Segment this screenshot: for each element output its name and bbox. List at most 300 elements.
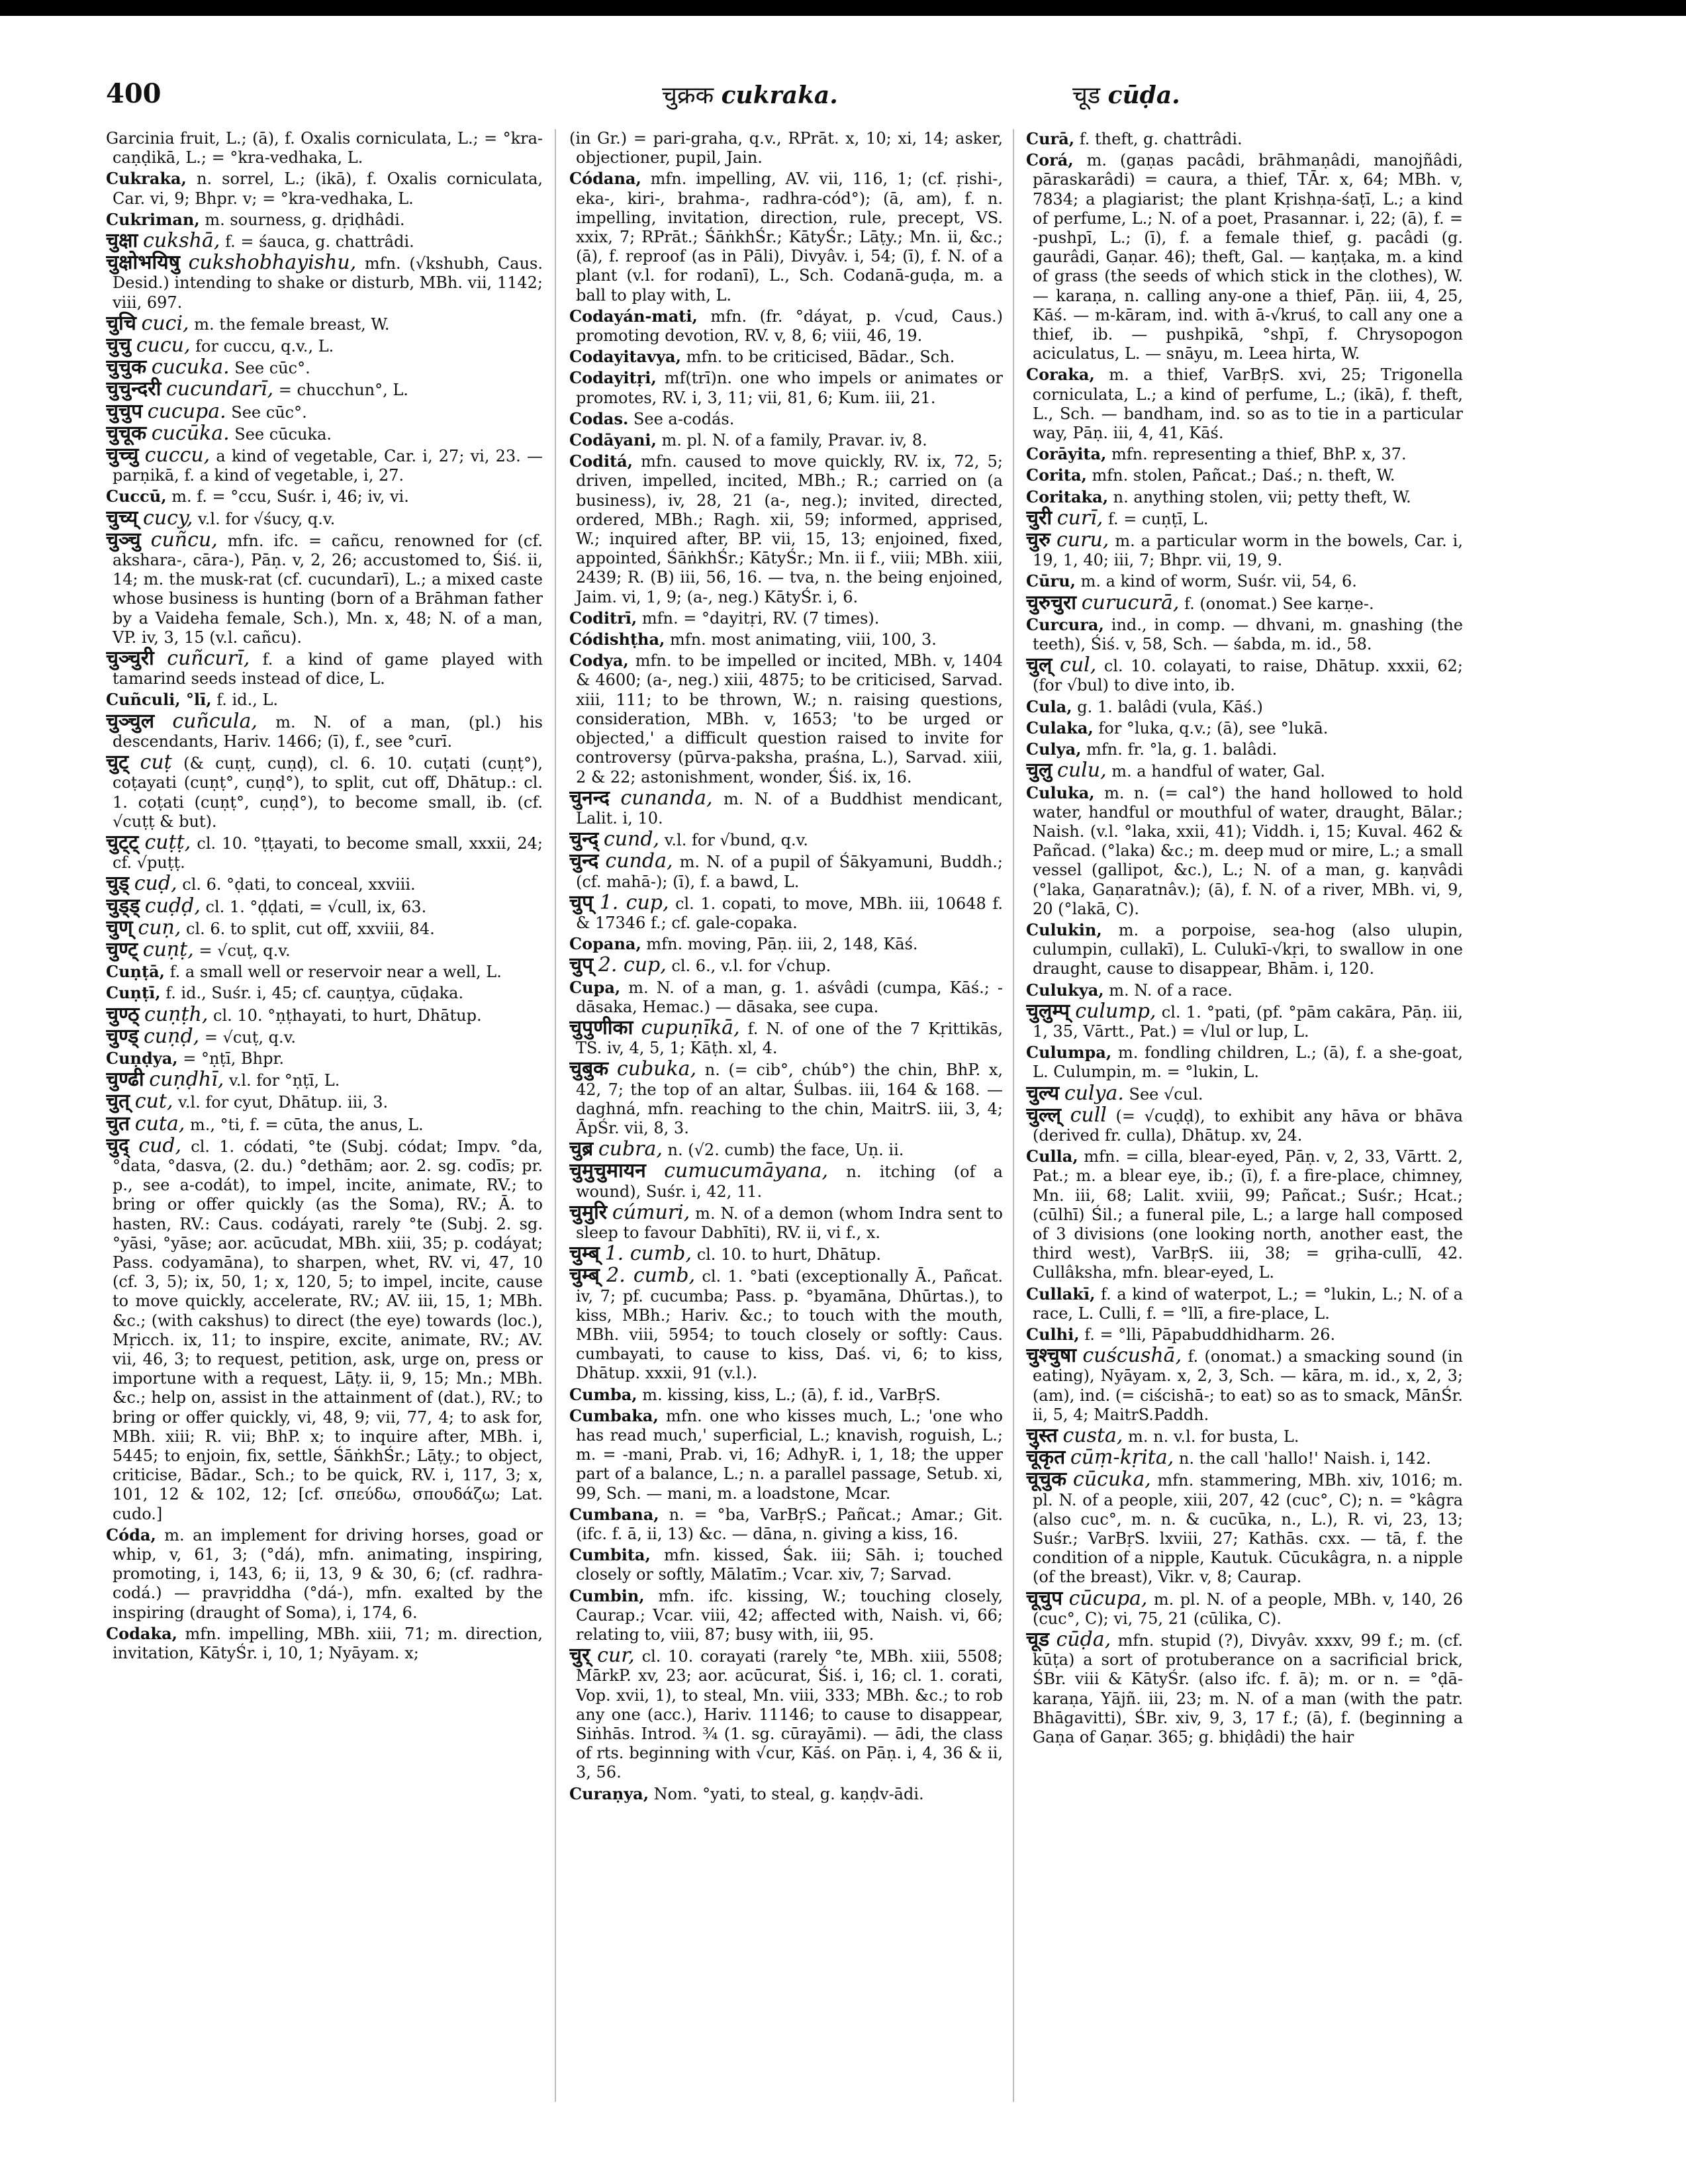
entry-text: m. a kind of worm, Suśr. vii, 54, 6. <box>1076 572 1357 591</box>
entry-devanagari: चुरुचुरा <box>1026 591 1077 614</box>
dictionary-entry <box>569 1244 1003 1264</box>
dictionary-entry <box>106 129 543 167</box>
entry-text: m. N. of a man, (pl.) his descendants, Hariv. 1466; (ī), f., see °curī. <box>113 712 543 751</box>
dictionary-entry <box>1026 465 1463 485</box>
entry-transliteration: cuta, <box>134 1112 185 1135</box>
entry-text: m. N. of a man, g. 1. aśvâdi (cumpa, Kāś.; -dāsaka, Hemac.) — dāsaka, see cupa. <box>576 978 1003 1016</box>
entry-devanagari: चुचुप <box>106 399 143 423</box>
entry-transliteration: cukshobhayishu, <box>188 251 357 275</box>
dictionary-entry <box>1026 1630 1463 1747</box>
dictionary-entry <box>1026 1147 1463 1282</box>
entry-transliteration: custa, <box>1062 1424 1123 1447</box>
entry-headword: Codas. <box>569 408 629 428</box>
dictionary-entry <box>569 978 1003 1017</box>
dictionary-entry <box>569 368 1003 407</box>
entry-devanagari: चुमुरि <box>569 1200 608 1224</box>
entry-text: cl. 10. to hurt, Dhātup. <box>692 1245 881 1264</box>
running-head-left-devanagari: चुक्रक <box>662 82 714 109</box>
dictionary-entry <box>569 1266 1003 1383</box>
dictionary-entry <box>1026 1346 1463 1425</box>
entry-transliteration: cuṇ, <box>138 916 181 939</box>
dictionary-entry <box>569 1161 1003 1201</box>
dictionary-entry <box>1026 593 1463 614</box>
entry-text: m. N. of a pupil of Śākyamuni, Buddh.; (cf. mahā-); (ī), f. a bawd, L. <box>576 853 1003 891</box>
entry-text: m. pl. N. of a family, Pravar. iv, 8. <box>656 431 927 450</box>
column-2 <box>569 129 1003 2155</box>
entry-transliteration: 1. cumb, <box>604 1242 692 1266</box>
dictionary-entry <box>569 409 1003 429</box>
entry-transliteration: cud, <box>138 1133 182 1157</box>
dictionary-entry <box>1026 530 1463 570</box>
dictionary-entry <box>1026 487 1463 507</box>
top-black-border <box>0 0 1686 16</box>
entry-headword: Codāyani, <box>569 430 657 450</box>
entry-text: n. anything stolen, vii; petty theft, W. <box>1108 487 1411 506</box>
dictionary-entry <box>569 307 1003 346</box>
dictionary-entry <box>106 1525 543 1623</box>
dictionary-entry <box>569 169 1003 305</box>
entry-text: cl. 10. colayati, to raise, Dhātup. xxxii, 62; (for √bul) to dive into, ib. <box>1033 657 1463 695</box>
entry-devanagari: चुल्ल् <box>1026 1103 1061 1127</box>
entry-headword: Coritaka, <box>1026 487 1109 506</box>
page-number: 400 <box>106 78 162 109</box>
entry-headword: Culla, <box>1026 1147 1078 1166</box>
entry-headword: Coditá, <box>569 451 633 471</box>
entry-text: mfn. ifc. = cañcu, renowned for (cf. akshara-, cāra-), Pāṇ. v, 2, 26; accustomed to, Śiś. ii, 14; m. the musk-rat (cf. cucundarī), L.; a mixed caste whose business is hunting (born of a Brāhman father by a Vaideha female, Sch.), Mn. x, 48; N. of a man, VP. iv, 3, 15 (v.l. cañcu). <box>113 531 543 647</box>
entry-text: cl. 1. °ḍḍati, = √cull, ix, 63. <box>200 897 427 916</box>
entry-transliteration: cucupa. <box>147 399 226 423</box>
dictionary-entry <box>1026 615 1463 654</box>
entry-transliteration: cul, <box>1060 653 1097 677</box>
entry-text: cl. 10. °ṭṭayati, to become small, xxxii, 24; cf. √puṭṭ. <box>113 833 543 873</box>
dictionary-entry <box>1026 1325 1463 1345</box>
entry-transliteration: cucūka. <box>151 421 230 445</box>
entry-text: m. a particular worm in the bowels, Car. i, 19, 1, 40; iii, 7; Bhpr. vii, 19, 9. <box>1033 532 1463 570</box>
dictionary-entry <box>1026 365 1463 443</box>
dictionary-entry <box>106 649 543 688</box>
entry-transliteration: cuḍ, <box>134 872 177 896</box>
entry-text: m. (gaṇas pacâdi, brāhmaṇâdi, manojñâdi, pāraskarâdi) = caura, a thief, TĀr. x, 64; MBh. v, 7834; a plagiarist; the plant Kṛishṇa-śaṭī, L.; a kind of perfume, L.; N. of a poet, Prasannar. i, 22; (ā), f. = -pushpī, L.; (ī), f. a female thief, g. pacâdi (g. gaurâdi, Gaṇar. 46); theft, Gal. — kaṇṭaka, m. a kind of grass (the seeds of which stick in the clothes), W. — karaṇa, n. calling any-one a thief, Pāṇ. iii, 4, 25, Kāś. — m-kāram, ind. with ā-√kruś, to call any one a thief, ib. — pushpikā, °shpī, f. Chrysopogon aciculatus, L. — snāyu, m. Leea hirta, W. <box>1033 151 1463 363</box>
entry-devanagari: चुण्ठ् <box>106 1002 140 1026</box>
entry-headword: Coditrī, <box>569 608 637 628</box>
dictionary-entry <box>106 983 543 1003</box>
dictionary-entry <box>569 1385 1003 1405</box>
entry-transliteration: culya. <box>1064 1081 1124 1105</box>
entry-headword: Coraka, <box>1026 365 1095 385</box>
entry-devanagari: चुन्द् <box>569 828 599 851</box>
entry-transliteration: cuṭ <box>140 751 172 775</box>
entry-text: See cūc°. <box>226 403 307 422</box>
dictionary-entry <box>1026 129 1463 149</box>
entry-devanagari: चुड्ड् <box>106 894 140 918</box>
entry-text: mfn. one who kisses much, L.; 'one who has read much,' superficial, L.; knavish, roguish, L.; m. = -mani, Prab. vi, 16; AdhyR. i, 1, 18; the upper part of a balance, L.; n. a parallel passage, Setub. xi, 99, Sch. — mani, m. a loadstone, Mcar. <box>576 1406 1003 1503</box>
entry-transliteration: cukshā, <box>142 229 220 253</box>
entry-text: f. a small well or reservoir near a well, L. <box>165 963 502 982</box>
entry-devanagari: चुर् <box>569 1644 590 1668</box>
dictionary-entry <box>569 1545 1003 1584</box>
entry-transliteration: cūcuka, <box>1072 1468 1151 1492</box>
entry-devanagari: चुण्ट् <box>106 937 138 961</box>
dictionary-entry <box>106 336 543 356</box>
entry-headword: Culuka, <box>1026 783 1095 802</box>
dictionary-entry <box>1026 655 1463 695</box>
entry-text: m. kissing, kiss, L.; (ā), f. id., VarBṛS. <box>637 1385 941 1404</box>
dictionary-entry <box>1026 920 1463 979</box>
entry-devanagari: चुक्षोभयिषु <box>106 251 180 275</box>
entry-transliteration: cuñcu, <box>150 528 218 551</box>
entry-headword: Cuṇṭī, <box>106 983 161 1003</box>
entry-headword: Codaka, <box>106 1623 177 1643</box>
entry-text: mfn. (fr. °dáyat, p. √cud, Caus.) promoting devotion, RV. v, 8, 6; viii, 46, 19. <box>576 307 1003 346</box>
dictionary-entry <box>1026 1470 1463 1587</box>
running-head-right-latin: cūḍa. <box>1107 81 1180 109</box>
dictionary-entry <box>106 530 543 647</box>
entry-text: cl. 1. códati, °te (Subj. códat; Impv. °da, °data, °dasva, (2. du.) °dethām; aor. 2. sg. codīs; pr. p., see a-codát), to impel, incite, animate, RV.; to bring or offer quickly (as the Soma), RV.; Ā. to hasten, RV.: Caus. codáyati, rarely °te (Subj. 2. sg. °yāsi, °yāse; aor. acūcudat, MBh. xiii, 35; p. codáyat; Pass. codyamāna), to sharpen, whet, RV. vi, 47, 10 (cf. 3, 5); ix, 50, 1; x, 120, 5; to impel, incite, cause to move quickly, accelerate, RV.; AV. iii, 15, 1; MBh. &c.; (with cakshus) to direct (the eye) towards (loc.), Mṛicch. ix, 11; to inspire, excite, animate, RV.; AV. vii, 46, 3; to request, petition, ask, urge on, press or importune with a request, Lāṭy. ii, 9, 15; Mn.; MBh. &c.; help on, assist in the attainment of (dat.), RV.; to bring or offer quickly, vi, 48, 9; vii, 77, 4; to ask for, MBh. xiii; R. vii; BhP. x; to inquire after, MBh. i, 5445; to enjoin, fix, settle, ŚāṅkhŚr.; Lāṭy.; to object, criticise, Bādar., Sch.; to be quick, RV. i, 117, 3; x, 101, 12 & 102, 12; [cf. σπεύδω, σπουδάζω; Lat. cudo.] <box>113 1137 543 1523</box>
entry-transliteration: cuṇṭ, <box>142 937 194 961</box>
entry-transliteration: cūḍa, <box>1056 1628 1111 1652</box>
entry-text: g. 1. balâdi (vula, Kāś.) <box>1072 697 1263 716</box>
entry-transliteration: cuccu, <box>144 444 211 467</box>
running-head-right-devanagari: चूड <box>1072 82 1101 109</box>
entry-transliteration: cuṇḍhī, <box>149 1068 224 1092</box>
entry-text: n. (√2. cumb) the face, Uṇ. ii. <box>662 1141 904 1160</box>
entry-text: f. theft, g. chattrâdi. <box>1074 130 1242 148</box>
dictionary-entry <box>569 1784 1003 1804</box>
entry-text: f. id., L. <box>211 690 279 710</box>
entry-text: v.l. for °ṇṭī, L. <box>224 1071 340 1090</box>
entry-devanagari: चुचु <box>106 334 132 357</box>
entry-text: mfn. (√kshubh, Caus. Desid.) intending to shake or disturb, MBh. vii, 1142; viii, 697. <box>113 254 543 312</box>
entry-transliteration: cucuka. <box>151 356 230 379</box>
dictionary-entry <box>569 1586 1003 1645</box>
entry-transliteration: 2. cumb, <box>606 1264 696 1288</box>
entry-text: mfn. stupid (?), Divyâv. xxxv, 99 f.; m. (cf. kūṭa) a sort of protuberance on a sacrificial brick, ŚBr. viii & KātyŚr. (also ifc. f. ā); m. or n. = °ḍā-karaṇa, Yājñ. iii, 23; m. N. of a man (with the patr. Bhāgavitti), ŚBr. xiv, 9, 3, 17 f.; (ā), f. (beginning a Gaṇa of Gaṇar. 365; g. bhiḍâdi) the hair <box>1033 1631 1463 1747</box>
entry-headword: Curcura, <box>1026 614 1104 634</box>
entry-devanagari: चूंकृत <box>1026 1446 1066 1470</box>
entry-headword: Códa, <box>106 1525 156 1544</box>
entry-transliteration: cuṇṭh, <box>144 1002 209 1026</box>
entry-devanagari: चुट्ट् <box>106 830 139 854</box>
entry-transliteration: cunda, <box>605 849 673 873</box>
entry-devanagari: चुञ्चुल <box>106 709 155 733</box>
entry-transliteration: cuṭṭ, <box>144 830 191 854</box>
entry-devanagari: चुचि <box>106 311 136 335</box>
entry-transliteration: cuṇḍ, <box>144 1024 200 1048</box>
dictionary-entry <box>569 788 1003 828</box>
entry-devanagari: चुत् <box>106 1090 130 1114</box>
dictionary-entry <box>569 451 1003 607</box>
entry-devanagari: चुण्ढी <box>106 1068 144 1092</box>
dictionary-entry <box>106 210 543 230</box>
column-divider <box>555 129 556 2102</box>
entry-text: n. the call 'hallo!' Naish. i, 142. <box>1174 1449 1431 1468</box>
entry-text: mfn. = °dayitṛi, RV. (7 times). <box>637 608 880 628</box>
entry-text: mf(trī)n. one who impels or animates or promotes, RV. i, 3, 11; vii, 81, 6; Kum. iii, 21. <box>576 369 1003 407</box>
entry-transliteration: cúmuri, <box>612 1200 690 1224</box>
entry-text: f. id., Suśr. i, 45; cf. cauṇṭya, cūḍaka. <box>160 984 464 1003</box>
entry-devanagari: चूड <box>1026 1628 1050 1652</box>
entry-transliteration: cuḍḍ, <box>144 894 201 918</box>
entry-text: v.l. for cyut, Dhātup. iii, 3. <box>173 1093 389 1112</box>
entry-devanagari: चुलु <box>1026 759 1053 783</box>
entry-text: m. n. v.l. for busta, L. <box>1123 1427 1299 1446</box>
entry-devanagari: चूचुक <box>1026 1468 1067 1492</box>
entry-transliteration: curucurā, <box>1081 591 1180 614</box>
entry-headword: Cuccū, <box>106 487 167 506</box>
entry-headword: Cukraka, <box>106 169 187 189</box>
entry-headword: Codayitavya, <box>569 347 681 367</box>
column-3 <box>1026 129 1463 2155</box>
entry-transliteration: culump, <box>1075 999 1156 1023</box>
entry-text: a kind of vegetable, Car. i, 27; vi, 23. — parṇikā, f. a kind of vegetable, i, 27. <box>113 447 543 485</box>
entry-text: m. f. = °ccu, Suśr. i, 46; iv, vi. <box>166 487 409 506</box>
dictionary-entry <box>569 1018 1003 1058</box>
entry-headword: Cullakī, <box>1026 1284 1096 1304</box>
dictionary-entry <box>1026 739 1463 759</box>
entry-devanagari: चुपुणीका <box>569 1016 633 1039</box>
dictionary-entry <box>106 1002 543 1026</box>
entry-text: cl. 10. °ṇṭhayati, to hurt, Dhātup. <box>208 1006 482 1025</box>
entry-transliteration: cut, <box>134 1090 173 1114</box>
entry-text: for cuccu, q.v., L. <box>190 337 334 356</box>
dictionary-entry <box>106 690 543 710</box>
entry-text: f. a kind of waterpot, L.; = °lukin, L.; N. of a race, L. Culli, f. = °llī, a fire-place, L. <box>1033 1284 1463 1323</box>
entry-text: f. = śauca, g. chattrâdi. <box>220 232 414 252</box>
dictionary-entry <box>1026 999 1463 1041</box>
entry-transliteration: 2. cup, <box>598 953 667 977</box>
entry-devanagari: चुलुम्प् <box>1026 999 1070 1023</box>
entry-headword: Copana, <box>569 934 641 954</box>
entry-text: m. n. (= cal°) the hand hollowed to hold water, handful or mouthful of water, draught, Bālar.; Naish. (v.l. °laka, xxii, 41); Viddh. i, 15; Kuval. 462 & Pañcad. (°laka) &c.; m. deep mud or mire, L.; a small vessel (gallipot, &c.), L.; N. of a man, g. kaṇvâdi (°laka, Gaṇaratnâv.); (ā), f. N. of a river, MBh. vi, 9, 20 (°lakā, C). <box>1033 783 1463 918</box>
entry-text: See a-codás. <box>628 409 735 428</box>
entry-devanagari: चुड् <box>106 872 130 896</box>
running-head-left-latin: cukraka. <box>721 81 838 109</box>
entry-text: m. the female breast, W. <box>189 314 390 334</box>
entry-transliteration: curu, <box>1056 528 1109 552</box>
entry-text: = °ṇṭī, Bhpr. <box>177 1049 284 1068</box>
entry-text: f. = cuṇṭī, L. <box>1103 509 1209 528</box>
dictionary-entry <box>1026 571 1463 591</box>
entry-text: See cūc°. <box>229 359 310 378</box>
dictionary-entry <box>1026 1081 1463 1105</box>
entry-text: mfn. caused to move quickly, RV. ix, 72, 5; driven, impelled, incited, MBh.; R.; carried on (a business), iv, 28, 21 (a-, neg.); invited, directed, ordered, MBh.; Ragh. xii, 59; informed, apprised, W.; inquired after, BP. vii, 15, 13; enjoined, fixed, appointed, ŚāṅkhŚr.; KātyŚr.; Mn. ii f., viii; MBh. xiii, 2439; R. (B) iii, 56, 16. — tva, n. the being enjoined, Jaim. vi, 1, 9; (a-, neg.) KātyŚr. i, 6. <box>576 452 1003 606</box>
entry-headword: Codayán-mati, <box>569 306 698 326</box>
entry-headword: Cumba, <box>569 1384 637 1404</box>
dictionary-entry <box>569 1059 1003 1138</box>
running-head-right <box>1072 78 1180 111</box>
entry-transliteration: cumucumāyana, <box>664 1159 829 1183</box>
dictionary-entry <box>569 651 1003 786</box>
dictionary-entry <box>569 1406 1003 1503</box>
running-head-left <box>662 78 838 111</box>
entry-devanagari: चुन्द <box>569 849 599 873</box>
dictionary-entry <box>106 709 543 751</box>
dictionary-entry <box>569 1646 1003 1782</box>
dictionary-entry <box>1026 1426 1463 1447</box>
entry-text: (& cuṇṭ, cuṇḍ), cl. 6. 10. cuṭati (cuṇṭ°), coṭayati (cuṇṭ°, cuṇḍ°), to split, cut off, Dhātup.: cl. 1. coṭati (cuṇṭ°, cuṇḍ°), to become small, ib. (cf. √cuṭṭ & but). <box>113 754 543 831</box>
entry-text: ind., in comp. — dhvani, m. gnashing (the teeth), Śiś. v, 58, Sch. — śabda, m. id., 58. <box>1033 615 1463 654</box>
dictionary-entry <box>106 753 543 831</box>
column-1 <box>106 129 543 2155</box>
entry-text: n. = °ba, VarBṛS.; Pañcat.; Amar.; Git. (ifc. f. ā, ii, 13) &c. — dāna, n. giving a kiss, 16. <box>576 1505 1003 1544</box>
entry-text: mfn. to be criticised, Bādar., Sch. <box>680 348 955 367</box>
dictionary-entry <box>569 1139 1003 1160</box>
entry-transliteration: cuñcula, <box>172 709 258 733</box>
entry-text: m. a porpoise, sea-hog (also ulupin, culumpin, cullakī), L. Culukī-√kṛi, to swallow in one draught, cause to disappear, Bhām. i, 120. <box>1033 920 1463 978</box>
entry-text: mfn. stammering, MBh. xiv, 1016; m. pl. N. of a people, xiii, 207, 42 (cuc°, C); n. = °kâgra (also cuc°, m. n. & cucūka, n., L.), R. vi, 23, 13; Suśr.; VarBṛS. lxviii, 27; Kathās. cxx. — tā, f. the condition of a nipple, Kautuk. Cūcukâgra, n. a nipple (of the breast), Vikr. v, 8; Caurap. <box>1033 1471 1463 1587</box>
entry-text: Nom. °yati, to steal, g. kaṇḍv-ādi. <box>649 1784 924 1803</box>
entry-devanagari: चुद् <box>106 1133 129 1157</box>
entry-text: mfn. fr. °la, g. 1. balâdi. <box>1081 740 1278 759</box>
dictionary-entry <box>1026 1103 1463 1145</box>
entry-devanagari: चुक्षा <box>106 229 138 253</box>
entry-text: See cūcuka. <box>229 424 332 444</box>
entry-transliteration: cur, <box>597 1644 635 1668</box>
dictionary-entry <box>106 1024 543 1048</box>
entry-text: m. N. of a Buddhist mendicant, Lalit. i, 10. <box>576 789 1003 828</box>
dictionary-entry <box>569 890 1003 933</box>
entry-headword: Cupa, <box>569 977 621 997</box>
entry-devanagari: चुश्चुषा <box>1026 1344 1076 1368</box>
entry-devanagari: चुरी <box>1026 506 1053 530</box>
column-divider <box>1013 129 1014 2102</box>
dictionary-entry <box>106 508 543 529</box>
entry-text: mfn. impelling, AV. vii, 116, 1; (cf. ṛishi-, eka-, kiri-, brahma-, radhra-cód°); (ā, am), f. n. impelling, invitation, direction, rule, precept, VS. xxix, 7; RPrāt.; ŚāṅkhŚr.; KātyŚr.; Lāṭy.; Mn. ii, &c.; (ā), f. reproof (as in Pāli), Divyâv. i, 54; (ī), f. N. of a plant (v.l. for rodanī), L., Sch. Codanā-guḍa, m. a ball to play with, L. <box>576 169 1003 305</box>
entry-headword: Culya, <box>1026 739 1082 759</box>
entry-text: mfn. representing a thief, BhP. x, 37. <box>1106 445 1407 464</box>
entry-devanagari: चुप् <box>569 890 594 914</box>
entry-text: cl. 6. °ḍati, to conceal, xxviii. <box>177 875 416 894</box>
entry-headword: Cūru, <box>1026 571 1076 591</box>
dictionary-entry <box>106 253 543 312</box>
entry-text: = √cuṭ, q.v. <box>199 1027 296 1047</box>
entry-text: m. pl. N. of a people, MBh. v, 140, 26 (cuc°, C); vi, 75, 21 (cūlika, C). <box>1033 1590 1463 1628</box>
entry-headword: Cuṇṭā, <box>106 962 165 982</box>
entry-text: mfn. moving, Pāṇ. iii, 2, 148, Kāś. <box>641 935 918 954</box>
entry-text: mfn. most animating, viii, 100, 3. <box>665 630 937 649</box>
entry-text: m. sourness, g. dṛiḍhâdi. <box>199 210 405 229</box>
entry-headword: Cumbita, <box>569 1545 651 1565</box>
entry-headword: Cumbaka, <box>569 1405 659 1425</box>
dictionary-entry <box>1026 1586 1463 1629</box>
dictionary-entry <box>569 955 1003 976</box>
entry-transliteration: cūṃ-kṛita, <box>1070 1446 1174 1470</box>
entry-transliteration: cucundarī, <box>165 377 274 401</box>
entry-transliteration: 1. cup, <box>599 890 669 914</box>
entry-devanagari: चुञ्चुरी <box>106 647 154 671</box>
entry-devanagari: चुच्चु <box>106 444 139 467</box>
entry-headword: Cumbin, <box>569 1586 645 1605</box>
entry-devanagari: चुचुन्दरी <box>106 377 162 401</box>
entry-devanagari: चुनन्द <box>569 786 610 810</box>
dictionary-entry <box>1026 508 1463 529</box>
dictionary-entry <box>106 896 543 917</box>
entry-devanagari: चुण् <box>106 916 133 939</box>
entry-text: mfn. kissed, Śak. iii; Sāh. i; touched closely or softly, Mālatīm.; Vcar. xiv, 7; Sarvad. <box>576 1546 1003 1584</box>
entry-transliteration: cuci, <box>141 311 189 335</box>
dictionary-entry <box>1026 1043 1463 1082</box>
entry-devanagari: चुचुक <box>106 356 147 379</box>
dictionary-entry <box>106 169 543 208</box>
dictionary-entry <box>569 934 1003 954</box>
entry-text: mfn. stolen, Pañcat.; Daś.; n. theft, W. <box>1086 466 1395 485</box>
entry-devanagari: चुम्ब् <box>569 1264 600 1288</box>
entry-text: v.l. for √śucy, q.v. <box>193 509 336 528</box>
dictionary-entry <box>1026 1448 1463 1468</box>
entry-text: f. N. of one of the 7 Kṛittikās, TS. iv, 4, 5, 1; Kāṭh. xl, 4. <box>576 1019 1003 1058</box>
dictionary-entry <box>106 874 543 894</box>
entry-text: = chucchun°, L. <box>273 381 408 400</box>
entry-headword: Codayitṛi, <box>569 368 657 388</box>
dictionary-entry <box>106 487 543 506</box>
dictionary-entry <box>106 1070 543 1090</box>
entry-headword: Cumbana, <box>569 1504 659 1524</box>
entry-headword: Códana, <box>569 169 641 189</box>
dictionary-entry <box>569 608 1003 628</box>
entry-headword: Curā, <box>1026 129 1075 148</box>
entry-text: f. (onomat.) a smacking sound (in eating), Nyāyam. x, 2, 3, Sch. — kāra, m. id., x, 2, 3; (am), ind. (= ciścishā-; to eat) so as to smack, MānŚr. ii, 5, 4; MaitrS.Paddh. <box>1033 1347 1463 1424</box>
entry-text: m. N. of a demon (whom Indra sent to sleep to favour Dabhīti), RV. ii, vi f., x. <box>576 1204 1003 1242</box>
entry-text: f. (onomat.) See karṇe-. <box>1179 594 1374 613</box>
entry-devanagari: चुचूक <box>106 421 147 445</box>
entry-text: m. a thief, VarBṛS. xvi, 25; Trigonella corniculata, L.; a kind of perfume, L.; (ikā), f. theft, L., Sch. — bandham, ind. so as to tie in a particular way, Pāṇ. iii, 4, 41, Kāś. <box>1033 365 1463 443</box>
entry-headword: Cuṇḍya, <box>106 1048 178 1068</box>
entry-text: mfn. = cilla, blear-eyed, Pāṇ. v, 2, 33, Vārtt. 2, Pat.; m. a blear eye, ib.; (ī), f. a fire-place, chimney, Mn. iii, 68; Lalit. xviii, 99; Pañcat.; Suśr.; Hcat.; (cūlhī) Śil.; a funeral pile, L.; a large hall composed of 3 divisions (one looking north, another east, the third west), VarBṛS. iii, 38; = gṛiha-cullī, 42. Cullâksha, mfn. blear-eyed, L. <box>1033 1147 1463 1282</box>
entry-devanagari: चुल् <box>1026 653 1053 677</box>
dictionary-entry <box>569 830 1003 850</box>
entry-transliteration: cunanda, <box>620 786 713 810</box>
entry-text: See √cul. <box>1123 1084 1203 1104</box>
dictionary-entry <box>1026 1284 1463 1323</box>
entry-transliteration: cund, <box>603 828 660 851</box>
entry-headword: Culumpa, <box>1026 1043 1112 1063</box>
entry-headword: Culukya, <box>1026 980 1104 1000</box>
entry-headword: Culhi, <box>1026 1324 1080 1344</box>
entry-headword: Corāyita, <box>1026 444 1107 464</box>
entry-text: m. an implement for driving horses, goad or whip, v, 61, 3; (°dá), mfn. animating, inspiring, promoting, i, 143, 6; ii, 13, 9 & 30, 6; (cf. radhra-codá.) — pravṛiddha (°dá-), mfn. exalted by the inspiring (draught of Soma), i, 174, 6. <box>113 1525 543 1622</box>
dictionary-entry <box>106 357 543 378</box>
entry-devanagari: चुस्त <box>1026 1424 1058 1447</box>
entry-transliteration: cuñcurī, <box>167 647 250 671</box>
entry-text: mfn. to be impelled or incited, MBh. v, 1404 & 4600; (a-, neg.) xiii, 4875; to be criticised, Sarvad. xiii, 111; to be thrown, W.; n. raising questions, consideration, MBh. v, 1653; 'to be urged or objected,' a difficult question raised to invite for controversy (pūrva-paksha, praśna, L.), Sarvad. xiii, 2 & 22; astonishment, wonder, Śiś. ix, 16. <box>576 651 1003 786</box>
dictionary-entry <box>106 311 543 335</box>
entry-text: cl. 1. °bati (exceptionally Ā., Pañcat. iv, 7; pf. cucumba; Pass. p. °byamāna, Dhūrtas.), to kiss, MBh.; Hariv. &c.; to touch with the mouth, MBh. viii, 5954; to touch closely or softly: Caus. cumbayati, to cause to kiss, Daś. vi, 6; to kiss, Dhātup. xxxii, 91 (v.l.). <box>576 1267 1003 1383</box>
dictionary-entry <box>1026 697 1463 717</box>
dictionary-entry <box>106 918 543 939</box>
dictionary-entry <box>106 399 543 423</box>
entry-headword: Corita, <box>1026 465 1087 485</box>
entry-text: for °luka, q.v.; (ā), see °lukā. <box>1093 718 1329 737</box>
dictionary-entry <box>106 1092 543 1112</box>
dictionary-entry <box>106 231 543 252</box>
entry-text: n. (= cib°, chúb°) the chin, BhP. x, 42, 7; the top of an altar, Śulbas. iii, 164 & 168. — daghná, mfn. reaching to the chin, MaitrS. iii, 3, 4; ĀpŚr. vii, 8, 3. <box>576 1061 1003 1137</box>
entry-text: v.l. for √bund, q.v. <box>659 831 808 850</box>
dictionary-entry <box>569 1200 1003 1243</box>
entry-devanagari: चुत <box>106 1112 130 1135</box>
dictionary-entry <box>569 630 1003 649</box>
entry-headword: Culaka, <box>1026 718 1094 737</box>
entry-text: m. N. of a race. <box>1103 980 1233 1000</box>
entry-transliteration: cull <box>1070 1103 1107 1127</box>
entry-text: m. a handful of water, Gal. <box>1106 762 1325 781</box>
dictionary-entry <box>569 347 1003 367</box>
dictionary-entry <box>106 830 543 873</box>
dictionary-entry <box>106 1133 543 1524</box>
entry-text: n. itching (of a wound), Suśr. i, 42, 11. <box>576 1163 1003 1201</box>
entry-devanagari: चूचुप <box>1026 1586 1063 1610</box>
entry-text: n. sorrel, L.; (ikā), f. Oxalis corniculata, Car. vi, 9; Bhpr. v; = °kra-vedhaka, L. <box>113 169 543 208</box>
entry-transliteration: cubuka, <box>616 1057 697 1081</box>
